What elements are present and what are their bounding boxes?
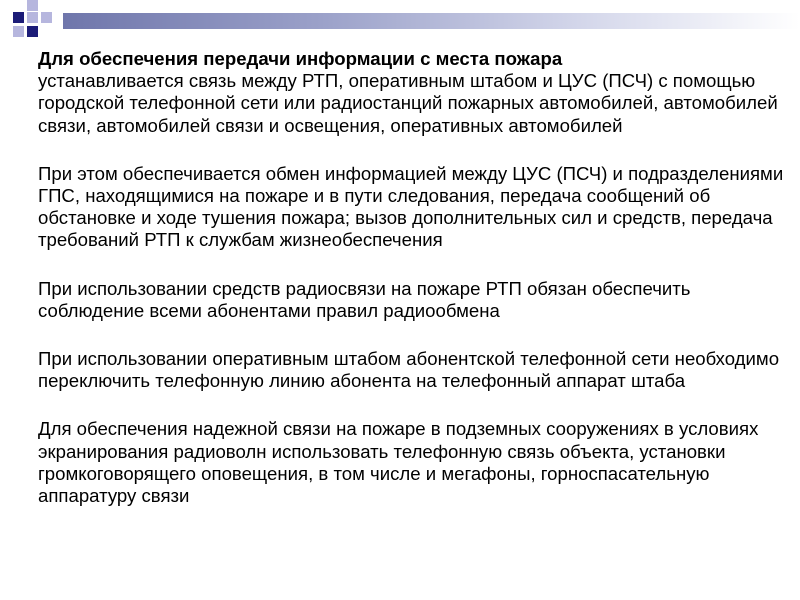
header-gradient-bar (63, 13, 800, 29)
slide-body (38, 48, 796, 533)
decor-square-navy-1 (13, 12, 24, 23)
paragraph-2-text: При этом обеспечивается обмен информацией между ЦУС (ПСЧ) и подразделениями ГПС, находящимися на пожаре и в пути следования, передача сообщений об обстановке и ходе тушения пожара; вызов дополнительных сил и средств, передача требований РТП к службам жизнеобеспечения (38, 162, 784, 251)
decor-square-lavender-2 (41, 12, 52, 23)
paragraph-3 (38, 278, 796, 322)
paragraph-3-text: При использовании средств радиосвязи на пожаре РТП обязан обеспечить соблюдение всеми абонентами правил радиообмена (38, 277, 691, 321)
decor-square-lavender-1 (27, 12, 38, 23)
paragraph-1 (38, 48, 796, 137)
paragraph-2 (38, 163, 796, 252)
paragraph-1-text: устанавливается связь между РТП, оперативным штабом и ЦУС (ПСЧ) с помощью городской телефонной сети или радиостанций пожарных автомобилей, автомобилей связи, автомобилей связи и освещения, оперативных автомобилей (38, 70, 778, 136)
decor-square-lavender-3 (13, 26, 24, 37)
decor-square-navy-2 (27, 26, 38, 37)
paragraph-1-bold-lead: Для обеспечения передачи информации с места пожара (38, 48, 563, 69)
paragraph-5-text: Для обеспечения надежной связи на пожаре в подземных сооружениях в условиях экранирования радиоволн использовать телефонную связь объекта, установки громкоговорящего оповещения, в том числе и мегафоны, горноспасательную аппаратуру связи (38, 418, 759, 507)
paragraph-5 (38, 418, 796, 507)
decor-square-lavender-4 (27, 0, 38, 11)
paragraph-4-text: При использовании оперативным штабом абонентской телефонной сети необходимо переключить телефонную линию абонента на телефонный аппарат штаба (38, 348, 780, 392)
paragraph-4 (38, 348, 796, 392)
